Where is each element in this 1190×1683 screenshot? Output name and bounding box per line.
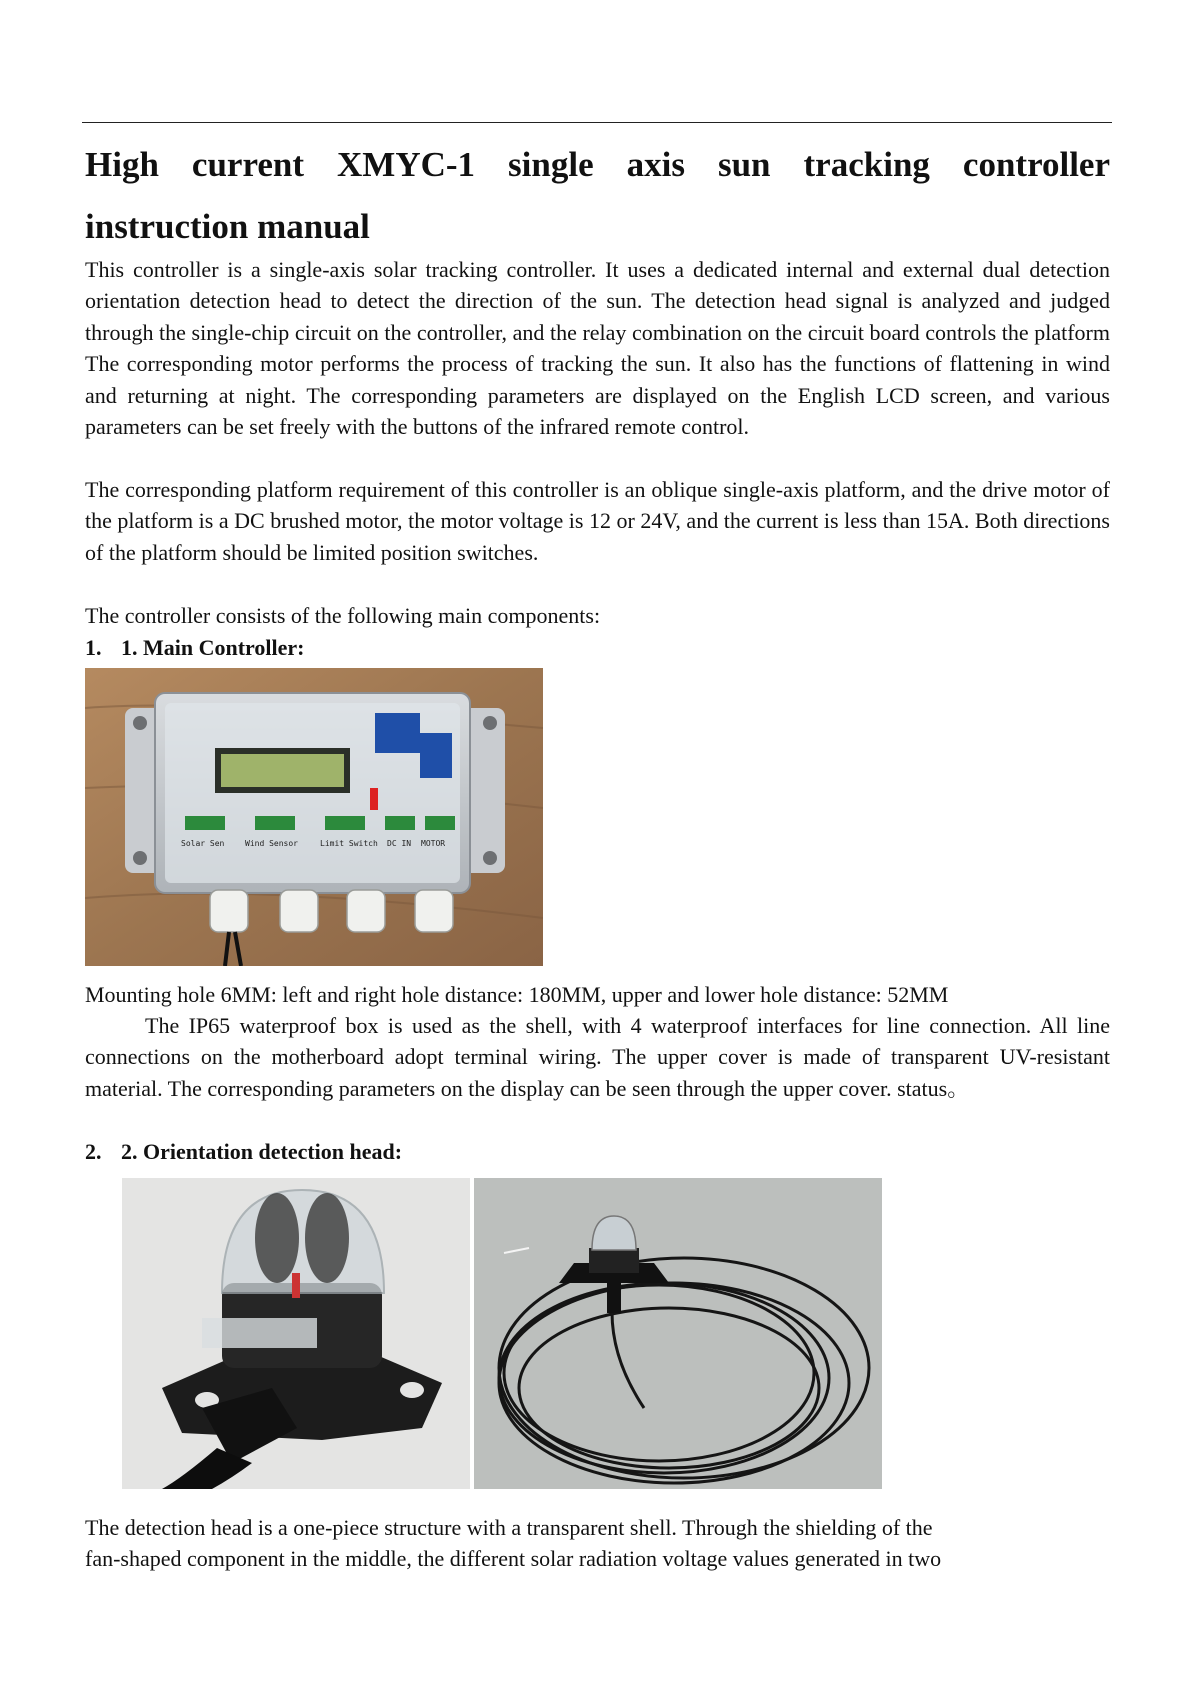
detection-line-1: The detection head is a one-piece structure with a transparent shell. Through the shielding of the (85, 1515, 933, 1540)
terminal-label: Limit Switch (320, 839, 378, 848)
mounting-hole-line: Mounting hole 6MM: left and right hole distance: 180MM, upper and lower hole distance: 52MM (85, 982, 949, 1007)
section-number: 2. (85, 1139, 102, 1164)
detection-paragraph (85, 1512, 1110, 1575)
detection-head-cable-photo (474, 1178, 882, 1489)
section-number: 1. (85, 635, 102, 660)
detection-line-2: fan-shaped component in the middle, the different solar radiation voltage values generated in two (85, 1546, 942, 1572)
main-controller-photo (85, 668, 543, 966)
terminal-label: MOTOR (421, 839, 446, 848)
detection-head-closeup-photo (122, 1178, 470, 1489)
terminal-label: Solar Sen (181, 839, 225, 848)
platform-paragraph: The corresponding platform requirement of this controller is an oblique single-axis platform, and the drive motor of the platform is a DC brushed motor, the motor voltage is 12 or 24V, and the current is less than 15A. Both directions of the platform should be limited position switches. (85, 477, 1110, 565)
section-title: 1. Main Controller: (121, 635, 305, 660)
header-rule (82, 122, 1112, 123)
waterproof-box-text: The IP65 waterproof box is used as the shell, with 4 waterproof interfaces for line connection. All line connections on the motherboard adopt terminal wiring. The upper cover is made of transparent UV-resistant material. The corresponding parameters on the display can be seen through the upper cover. status。 (85, 1013, 1110, 1101)
waterproof-box-paragraph (85, 1010, 1110, 1104)
section-title: 2. Orientation detection head: (121, 1139, 403, 1164)
terminal-label: Wind Sensor (245, 839, 298, 848)
intro-paragraph: This controller is a single-axis solar tracking controller. It uses a dedicated internal and external dual detection orientation detection head to detect the direction of the sun. The detection head signal is analyzed and judged through the single-chip circuit on the controller, and the relay combination on the circuit board controls the platform The corresponding motor performs the process of tracking the sun. It also has the functions of flattening in wind and returning at night. The corresponding parameters are displayed on the English LCD screen, and various parameters can be set freely with the buttons of the infrared remote control. (85, 257, 1110, 440)
page-title: High current XMYC-1 single axis sun tracking controller instruction manual (85, 145, 1110, 246)
section-heading-main-controller (85, 632, 305, 663)
terminal-label: DC IN (387, 839, 412, 848)
components-intro: The controller consists of the following main components: (85, 603, 601, 628)
section-heading-detection-head (85, 1136, 402, 1167)
